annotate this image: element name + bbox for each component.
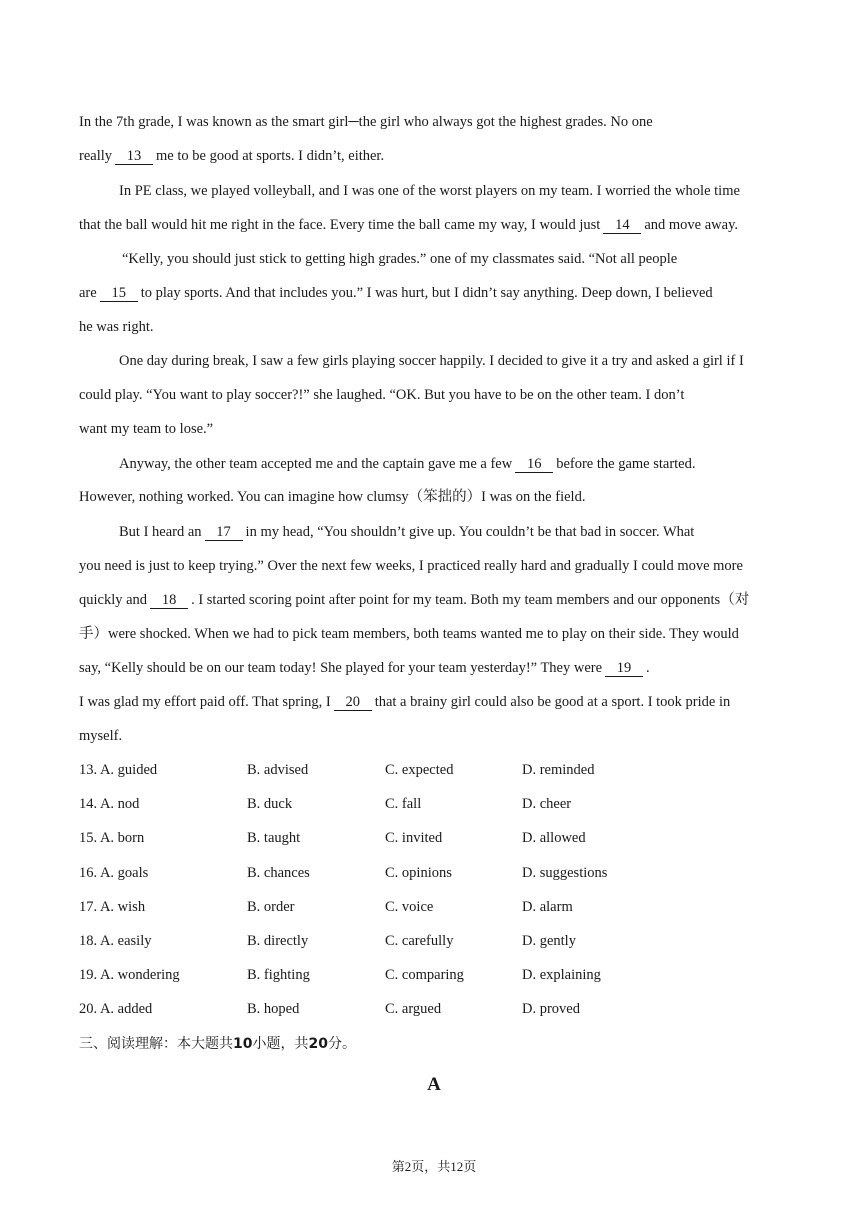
question-row — [79, 897, 779, 917]
passage-text: say, “Kelly should be on our team today! She played for your team yesterday!” They were — [79, 660, 603, 676]
option-d: D. alarm — [522, 899, 573, 915]
option-b: B. hoped — [247, 1001, 300, 1017]
passage-line: In the 7th grade, I was known as the smart girl─the girl who always got the highest grades. No one — [79, 114, 653, 130]
option-a: 17. A. wish — [79, 899, 146, 915]
passage-line: he was right. — [79, 319, 154, 335]
passage-line: “Kelly, you should just stick to getting high grades.” one of my classmates said. “Not all people — [122, 251, 678, 267]
option-b: B. duck — [247, 796, 293, 812]
passage-line — [79, 146, 384, 166]
blank-19: 19 — [605, 660, 643, 677]
option-b: B. chances — [247, 865, 310, 881]
passage-line: In PE class, we played volleyball, and I was one of the worst players on my team. I worried the whole time — [119, 183, 740, 199]
option-d: D. suggestions — [522, 865, 608, 881]
option-c: C. voice — [385, 899, 434, 915]
option-c: C. fall — [385, 796, 422, 812]
blank-17: 17 — [205, 524, 243, 541]
option-b: B. fighting — [247, 967, 310, 983]
option-c: C. invited — [385, 830, 443, 846]
question-row — [79, 760, 779, 780]
blank-16: 16 — [515, 456, 553, 473]
option-d: D. gently — [522, 933, 576, 949]
option-a: 15. A. born — [79, 830, 145, 846]
passage-line: want my team to lose.” — [79, 421, 214, 437]
passage-line: could play. “You want to play soccer?!” she laughed. “OK. But you have to be on the other team. I don’t — [79, 387, 685, 403]
option-b: B. taught — [247, 830, 301, 846]
option-c: C. expected — [385, 762, 454, 778]
passage-line — [79, 283, 713, 303]
question-row — [79, 863, 779, 883]
blank-13: 13 — [115, 148, 153, 165]
option-d: D. allowed — [522, 830, 586, 846]
passage-text: Anyway, the other team accepted me and the captain gave me a few — [119, 456, 513, 472]
question-row — [79, 828, 779, 848]
option-a: 13. A. guided — [79, 762, 158, 778]
passage-text: really — [79, 148, 113, 164]
passage-line: you need is just to keep trying.” Over the next few weeks, I practiced really hard and gradually I could move more — [79, 558, 743, 574]
passage-text: that the ball would hit me right in the face. Every time the ball came my way, I would just — [79, 217, 601, 233]
option-d: D. reminded — [522, 762, 595, 778]
passage-line: 手）were shocked. When we had to pick team members, both teams wanted me to play on their side. They would — [79, 626, 739, 642]
option-a: 19. A. wondering — [79, 967, 180, 983]
passage-text: But I heard an — [119, 524, 202, 540]
option-c: C. carefully — [385, 933, 454, 949]
option-a: 16. A. goals — [79, 865, 149, 881]
blank-20: 20 — [334, 694, 372, 711]
passage-line — [119, 454, 696, 474]
option-c: C. argued — [385, 1001, 442, 1017]
blank-14: 14 — [603, 217, 641, 234]
section-heading-mid: 小题，共 — [252, 1036, 309, 1052]
blank-18: 18 — [150, 592, 188, 609]
question-row — [79, 999, 779, 1019]
passage-text: quickly and — [79, 592, 148, 608]
section-score: 20 — [308, 1036, 328, 1052]
passage-text: in my head, “You shouldn’t give up. You couldn’t be that bad in soccer. What — [245, 524, 695, 540]
question-row — [79, 965, 779, 985]
option-d: D. proved — [522, 1001, 580, 1017]
section-heading-prefix: 三、阅读理解：本大题共 — [79, 1036, 233, 1052]
passage-text: before the game started. — [556, 456, 696, 472]
option-b: B. advised — [247, 762, 309, 778]
question-row — [79, 794, 779, 814]
question-row — [79, 931, 779, 951]
passage-text: . I started scoring point after point for my team. Both my team members and our opponents（对 — [191, 592, 750, 608]
passage-text: I was glad my effort paid off. That spring, I — [79, 694, 331, 710]
passage-line: However, nothing worked. You can imagine how clumsy（笨拙的）I was on the field. — [79, 489, 586, 505]
passage-line: myself. — [79, 728, 123, 744]
passage-line — [79, 658, 650, 678]
blank-15: 15 — [100, 285, 138, 302]
section-heading — [79, 1034, 356, 1054]
option-a: 20. A. added — [79, 1001, 153, 1017]
passage-text: me to be good at sports. I didn’t, either. — [156, 148, 385, 164]
option-a: 18. A. easily — [79, 933, 152, 949]
page-footer: 第2页，共12页 — [391, 1159, 477, 1174]
passage-text: to play sports. And that includes you.” I was hurt, but I didn’t say anything. Deep down, I believed — [140, 285, 713, 301]
option-d: D. cheer — [522, 796, 572, 812]
passage-line — [79, 215, 738, 235]
passage-title: A — [427, 1074, 441, 1095]
passage-line — [79, 590, 749, 610]
section-question-count: 10 — [233, 1036, 253, 1052]
passage-text: that a brainy girl could also be good at a sport. I took pride in — [374, 694, 731, 710]
passage-text: . — [646, 660, 650, 676]
passage-line: One day during break, I saw a few girls playing soccer happily. I decided to give it a try and asked a girl if I — [119, 353, 744, 369]
option-b: B. order — [247, 899, 295, 915]
passage-text: are — [79, 285, 97, 301]
option-b: B. directly — [247, 933, 309, 949]
option-a: 14. A. nod — [79, 796, 140, 812]
option-d: D. explaining — [522, 967, 601, 983]
option-c: C. comparing — [385, 967, 464, 983]
section-heading-suffix: 分。 — [327, 1036, 356, 1052]
option-c: C. opinions — [385, 865, 452, 881]
passage-line — [79, 692, 730, 712]
passage-text: and move away. — [644, 217, 739, 233]
passage-line — [119, 522, 694, 542]
